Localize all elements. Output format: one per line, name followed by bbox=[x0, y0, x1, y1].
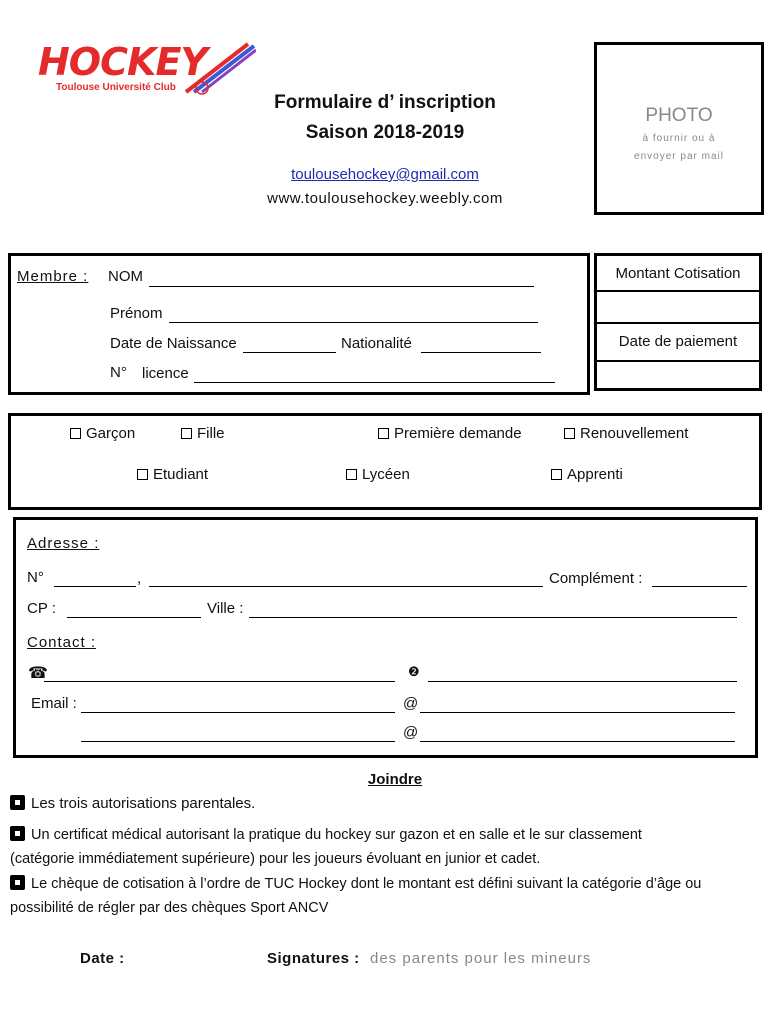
checkbox-icon bbox=[181, 428, 192, 439]
checkbox-bullet-icon bbox=[10, 795, 25, 810]
mobile-field[interactable] bbox=[428, 681, 737, 682]
joindre-item-cheque bbox=[10, 875, 701, 892]
telephone-icon: ☎ bbox=[28, 665, 48, 682]
nationalite-field[interactable] bbox=[421, 352, 541, 353]
checkbox-bullet-icon bbox=[10, 875, 25, 890]
email1-user-field[interactable] bbox=[81, 712, 395, 713]
email2-user-field[interactable] bbox=[81, 741, 395, 742]
licence-field[interactable] bbox=[194, 382, 555, 383]
ville-label: Ville : bbox=[207, 600, 244, 617]
joindre-item3-line1: Le chèque de cotisation à l’ordre de TUC Hockey dont le montant est défini suivant la catégorie d’âge ou bbox=[31, 876, 702, 892]
lyceen-checkbox[interactable] bbox=[346, 466, 410, 483]
garcon-checkbox[interactable] bbox=[70, 425, 135, 442]
logo-wordmark: HOCKEY bbox=[38, 40, 207, 84]
membre-section bbox=[8, 253, 590, 395]
etudiant-checkbox[interactable] bbox=[137, 466, 208, 483]
adresse-contact-section bbox=[13, 517, 758, 758]
joindre-item3-line2: possibilité de régler par des chèques Sport ANCV bbox=[10, 900, 329, 916]
form-title: Formulaire d’ inscription bbox=[274, 92, 496, 113]
checkbox-icon bbox=[551, 469, 562, 480]
joindre-title: Joindre bbox=[367, 771, 423, 788]
checkbox-icon bbox=[137, 469, 148, 480]
prenom-field[interactable] bbox=[169, 322, 538, 323]
signatures-label: Signatures : bbox=[267, 950, 360, 967]
date-paiement-label: Date de paiement bbox=[597, 322, 759, 362]
apprenti-checkbox[interactable] bbox=[551, 466, 623, 483]
nom-label: NOM bbox=[108, 268, 143, 285]
prenom-label: Prénom bbox=[110, 305, 163, 322]
nationalite-label: Nationalité bbox=[341, 335, 412, 352]
membre-label: Membre : bbox=[17, 268, 89, 285]
nom-field[interactable] bbox=[149, 286, 534, 287]
email2-at: @ bbox=[403, 724, 419, 741]
date-naissance-field[interactable] bbox=[243, 352, 336, 353]
fille-checkbox[interactable] bbox=[181, 425, 225, 442]
email1-domain-field[interactable] bbox=[420, 712, 735, 713]
photo-note-line1: à fournir ou à bbox=[642, 133, 716, 144]
licence-label: licence bbox=[142, 365, 189, 382]
adresse-label: Adresse : bbox=[27, 535, 100, 552]
telephone-field[interactable] bbox=[44, 681, 395, 682]
photo-box bbox=[594, 42, 764, 215]
premiere-demande-label: Première demande bbox=[394, 425, 522, 442]
renouvellement-checkbox[interactable] bbox=[564, 425, 688, 442]
payment-box bbox=[594, 253, 762, 391]
club-logo bbox=[36, 40, 256, 100]
email1-at: @ bbox=[403, 695, 419, 712]
mobile-icon: ❷ bbox=[408, 664, 420, 679]
season-title: Saison 2018-2019 bbox=[305, 122, 465, 143]
joindre-item2-line2: (catégorie immédiatement supérieure) pour les joueurs évoluant en junior et cadet. bbox=[10, 851, 541, 867]
joindre-item2-line1: Un certificat médical autorisant la pratique du hockey sur gazon et en salle et le sur classement bbox=[31, 827, 642, 843]
fille-label: Fille bbox=[197, 425, 225, 442]
renouvellement-label: Renouvellement bbox=[580, 425, 689, 442]
photo-label: PHOTO bbox=[645, 105, 713, 126]
contact-email-link[interactable]: toulousehockey@gmail.com bbox=[291, 166, 479, 183]
date-paiement-field[interactable] bbox=[597, 360, 759, 388]
ville-field[interactable] bbox=[249, 617, 737, 618]
licence-num-label: N° bbox=[110, 364, 127, 381]
garcon-label: Garçon bbox=[86, 425, 136, 442]
email-label: Email : bbox=[31, 695, 77, 712]
adresse-num-field[interactable] bbox=[54, 586, 136, 587]
apprenti-label: Apprenti bbox=[567, 466, 623, 483]
website-text: www.toulousehockey.weebly.com bbox=[267, 190, 503, 207]
joindre-item1-text: Les trois autorisations parentales. bbox=[31, 795, 256, 812]
checkbox-icon bbox=[70, 428, 81, 439]
etudiant-label: Etudiant bbox=[153, 466, 209, 483]
checkbox-icon bbox=[346, 469, 357, 480]
complement-field[interactable] bbox=[652, 586, 747, 587]
premiere-demande-checkbox[interactable] bbox=[378, 425, 522, 442]
signatures-note: des parents pour les mineurs bbox=[370, 950, 592, 967]
complement-label: Complément : bbox=[549, 570, 643, 587]
montant-cotisation-label: Montant Cotisation bbox=[597, 256, 759, 292]
adresse-comma: , bbox=[137, 570, 142, 587]
checkbox-bullet-icon bbox=[10, 826, 25, 841]
checkbox-icon bbox=[564, 428, 575, 439]
joindre-item-certificat bbox=[10, 826, 642, 843]
date-naissance-label: Date de Naissance bbox=[110, 335, 237, 352]
contact-label: Contact : bbox=[27, 634, 97, 651]
adresse-rue-field[interactable] bbox=[149, 586, 543, 587]
adresse-num-label: N° bbox=[27, 569, 44, 586]
checkbox-icon bbox=[378, 428, 389, 439]
joindre-item-autorisations bbox=[10, 795, 255, 812]
email2-domain-field[interactable] bbox=[420, 741, 735, 742]
cp-label: CP : bbox=[27, 600, 56, 617]
cp-field[interactable] bbox=[67, 617, 201, 618]
photo-note-line2: envoyer par mail bbox=[634, 151, 724, 162]
logo-subtitle: Toulouse Université Club bbox=[56, 82, 176, 93]
date-label: Date : bbox=[80, 950, 125, 967]
montant-cotisation-field[interactable] bbox=[597, 290, 759, 324]
lyceen-label: Lycéen bbox=[362, 466, 410, 483]
